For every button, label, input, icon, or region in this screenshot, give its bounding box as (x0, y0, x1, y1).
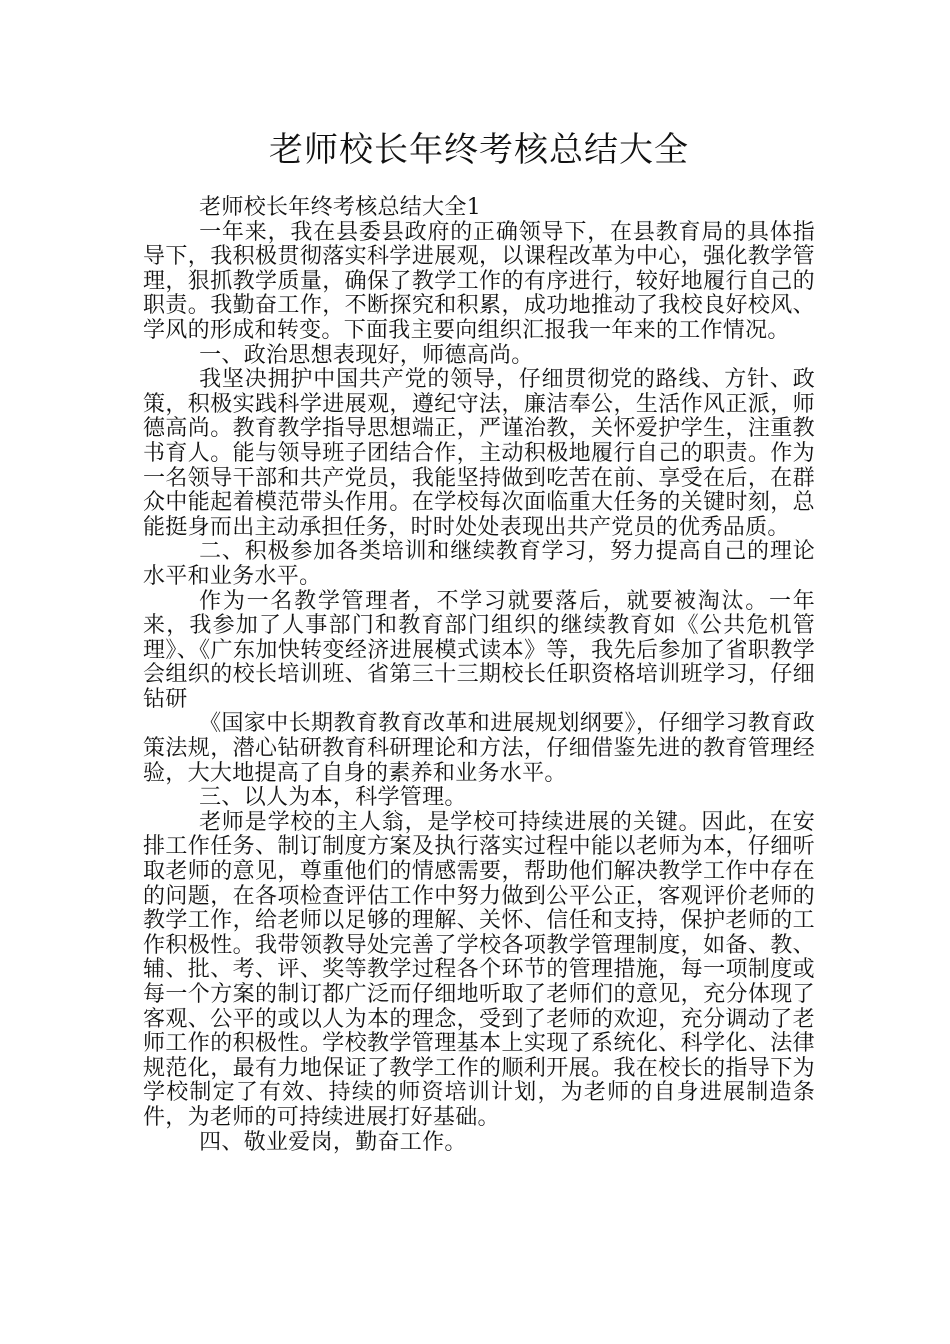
section-heading: 老师校长年终考核总结大全1 (199, 195, 481, 220)
section-heading: 二、积极参加各类培训和继续教育学习，努力提高自己的理论水平和业务水平。 (143, 539, 815, 589)
section-heading: 三、以人为本，科学管理。 (199, 785, 467, 811)
section-heading: 一、政治思想表现好，师德高尚。 (199, 342, 534, 368)
body-paragraph: 一年来，我在县委县政府的正确领导下，在县教育局的具体指导下，我积极贯彻落实科学进展观，以课程改革为中心，强化教学管理，狠抓教学质量，确保了教学工作的有序进行，较好地履行自己的职责。我勤奋工作，不断探究和积累，成功地推动了我校良好校风、学风的形成和转变。下面我主要向组织汇报我一年来的工作情况。 (143, 219, 815, 343)
body-paragraph: 老师是学校的主人翁，是学校可持续进展的关键。因此，在安排工作任务、制订制度方案及执行落实过程中能以老师为本，仔细听取老师的意见，尊重他们的情感需要，帮助他们解决教学工作中存在的问题，在各项检查评估工作中努力做到公平公正，客观评价老师的教学工作，给老师以足够的理解、关怀、信任和支持，保护老师的工作积极性。我带领教导处完善了学校各项教学管理制度，如备、教、辅、批、考、评、奖等教学过程各个环节的管理措施，每一项制度或每一个方案的制订都广泛而仔细地听取了老师们的意见，充分体现了客观、公平的或以人为本的理念，受到了老师的欢迎，充分调动了老师工作的积极性。学校教学管理基本上实现了系统化、科学化、法律规范化，最有力地保证了教学工作的顺利开展。我在校长的指导下为学校制定了有效、持续的师资培训计划，为老师的自身进展制造条件，为老师的可持续进展打好基础。 (143, 809, 815, 1130)
body-paragraph: 作为一名教学管理者，不学习就要落后，就要被淘汰。一年来，我参加了人事部门和教育部门组织的继续教育如《公共危机管理》、《广东加快转变经济进展模式读本》等，我先后参加了省职教学会组织的校长培训班、省第三十三期校长任职资格培训班学习，仔细钻研 (143, 588, 815, 712)
body-paragraph: 我坚决拥护中国共产党的领导，仔细贯彻党的路线、方针、政策，积极实践科学进展观，遵纪守法，廉洁奉公，生活作风正派，师德高尚。教育教学指导思想端正，严谨治教，关怀爱护学生，注重教书育人。能与领导班子团结合作，主动积极地履行自己的职责。作为一名领导干部和共产党员，我能坚持做到吃苦在前、享受在后，在群众中能起着模范带头作用。在学校每次面临重大任务的关键时刻，总能挺身而出主动承担任务，时时处处表现出共产党员的优秀品质。 (143, 367, 815, 540)
document-page (143, 122, 815, 1155)
body-paragraph: 《国家中长期教育教育改革和进展规划纲要》，仔细学习教育政策法规，潜心钻研教育科研理论和方法，仔细借鉴先进的教育管理经验，大大地提高了自身的素养和业务水平。 (143, 711, 815, 786)
document-title: 老师校长年终考核总结大全 (269, 130, 689, 170)
section-heading: 四、敬业爱岗，勤奋工作。 (199, 1129, 467, 1155)
